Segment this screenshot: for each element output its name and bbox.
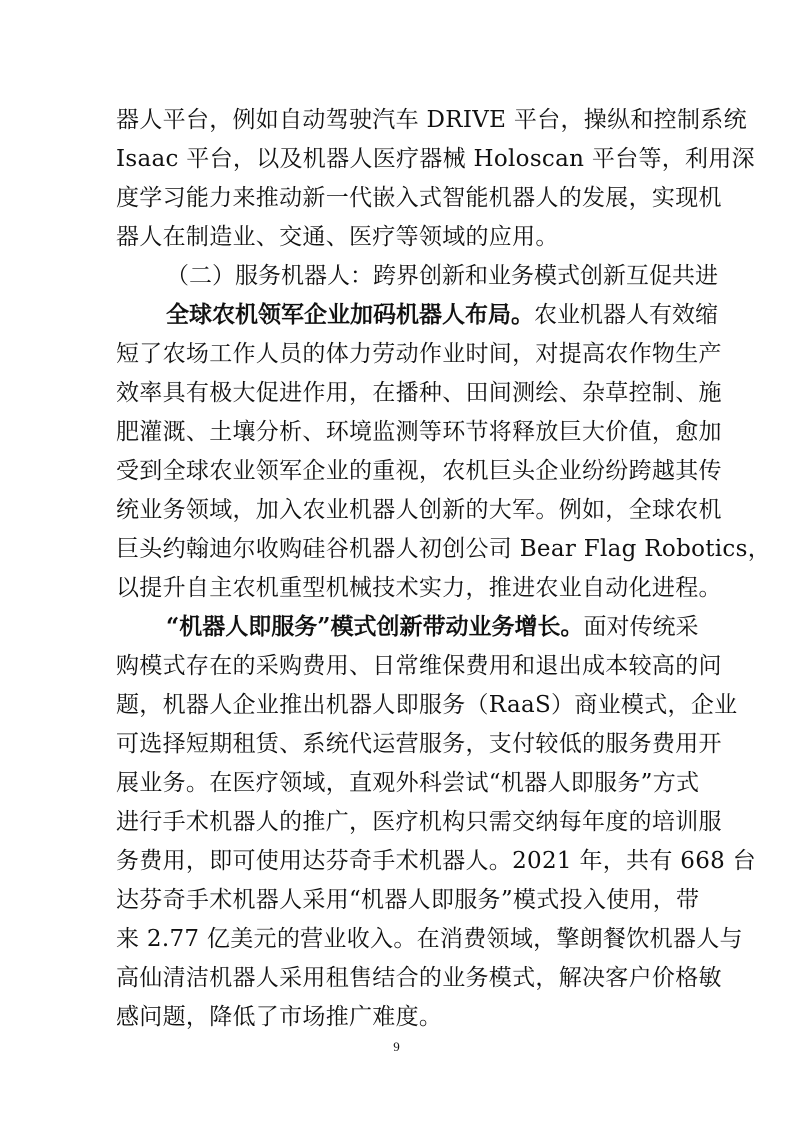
body-text-line: 购模式存在的采购费用、日常维保费用和退出成本较高的问 — [116, 653, 722, 679]
body-text-line: 统业务领域，加入农业机器人创新的大军。例如，全球农机 — [116, 497, 722, 523]
body-text-line: Isaac 平台，以及机器人医疗器械 Holoscan 平台等，利用深 — [116, 146, 755, 172]
paragraph-text: 农业机器人有效缩 — [534, 302, 718, 328]
body-text-line: 受到全球农业领军企业的重视，农机巨头企业纷纷跨越其传 — [116, 458, 722, 484]
body-text-line: 器人在制造业、交通、医疗等领域的应用。 — [116, 224, 559, 250]
body-text-line: 度学习能力来推动新一代嵌入式智能机器人的发展，实现机 — [116, 185, 722, 211]
body-text-line: 短了农场工作人员的体力劳动作业时间，对提高农作物生产 — [116, 341, 722, 367]
body-text-line: 以提升自主农机重型机械技术实力，推进农业自动化进程。 — [116, 575, 722, 601]
section-heading: （二）服务机器人：跨界创新和业务模式创新互促共进 — [166, 263, 718, 289]
body-text-line: 肥灌溉、土壤分析、环境监测等环节将释放巨大价值，愈加 — [116, 419, 722, 445]
body-text-line: 题，机器人企业推出机器人即服务（RaaS）商业模式，企业 — [116, 692, 738, 718]
page-number: 9 — [393, 1039, 400, 1054]
body-text-line: 进行手术机器人的推广，医疗机构只需交纳每年度的培训服 — [116, 809, 722, 835]
paragraph-first-line — [166, 612, 699, 642]
body-text-line: 可选择短期租赁、系统代运营服务，支付较低的服务费用开 — [116, 731, 722, 757]
body-text-line: 达芬奇手术机器人采用“机器人即服务”模式投入使用，带 — [116, 887, 700, 913]
paragraph-lead: “机器人即服务”模式创新带动业务增长。 — [166, 613, 584, 640]
body-text-line: 感问题，降低了市场推广难度。 — [116, 1004, 443, 1030]
paragraph-text: 面对传统采 — [583, 614, 699, 640]
body-text-line: 展业务。在医疗领域，直观外科尝试“机器人即服务”方式 — [116, 770, 700, 796]
paragraph-first-line — [166, 300, 718, 330]
body-text-line: 高仙清洁机器人采用租售结合的业务模式，解决客户价格敏 — [116, 965, 722, 991]
body-text-line: 来 2.77 亿美元的营业收入。在消费领域，擎朗餐饮机器人与 — [116, 926, 743, 952]
body-text-line: 器人平台，例如自动驾驶汽车 DRIVE 平台，操纵和控制系统 — [116, 107, 747, 133]
body-text-line: 巨头约翰迪尔收购硅谷机器人初创公司 Bear Flag Robotics， — [116, 536, 772, 562]
body-text-line: 务费用，即可使用达芬奇手术机器人。2021 年，共有 668 台 — [116, 848, 756, 874]
body-text-line: 效率具有极大促进作用，在播种、田间测绘、杂草控制、施 — [116, 380, 722, 406]
paragraph-lead: 全球农机领军企业加码机器人布局。 — [166, 301, 534, 328]
